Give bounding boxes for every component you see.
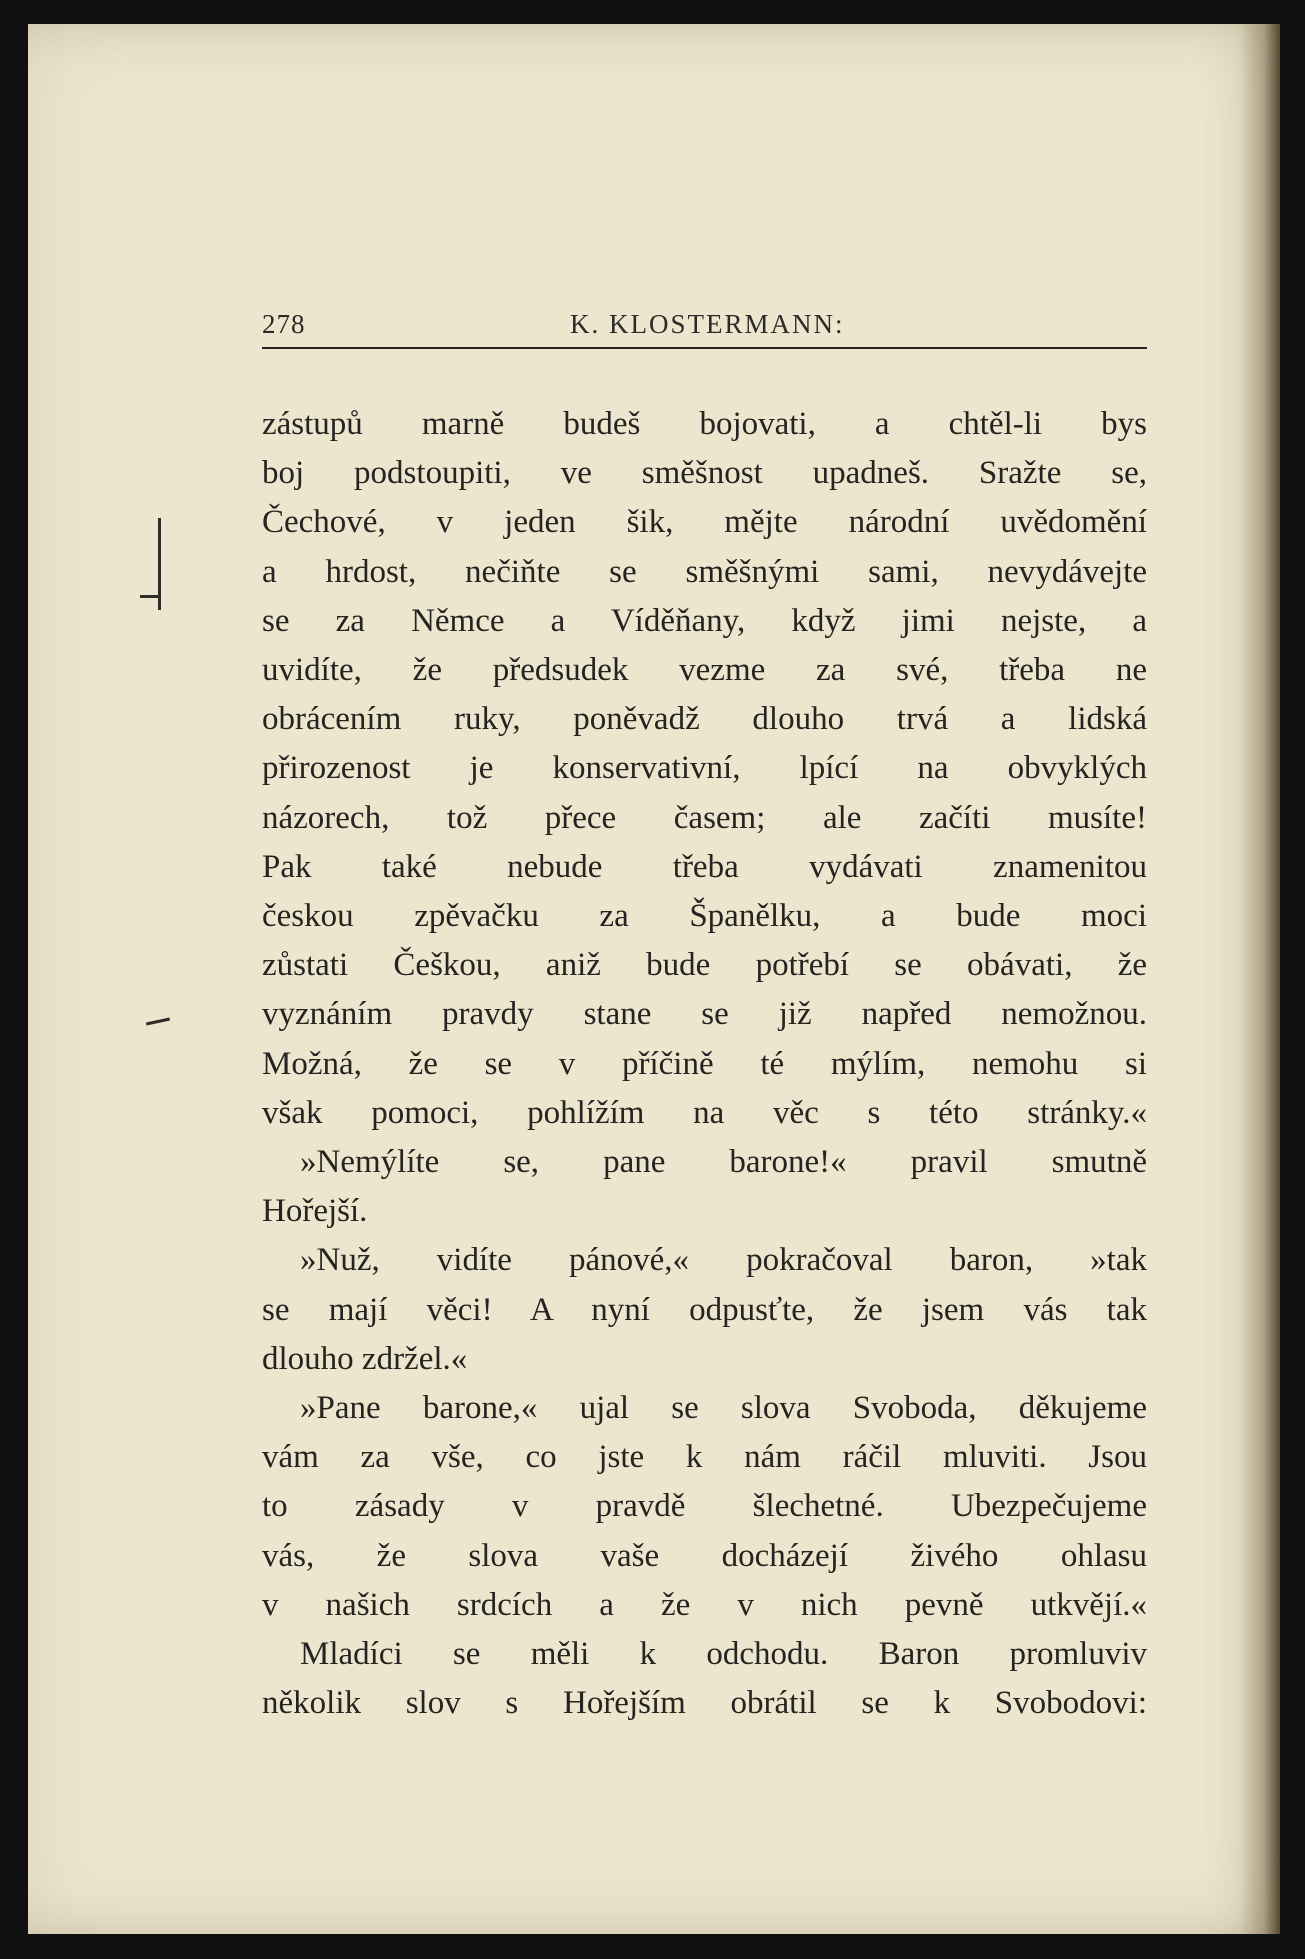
text-line: se mají věci! A nyní odpusťte, že jsem vás tak (262, 1291, 1147, 1328)
page-number: 278 (262, 309, 306, 339)
text-line: Možná, že se v příčině té mýlím, nemohu si (262, 1045, 1147, 1082)
text-line: obrácením ruky, poněvadž dlouho trvá a lidská (262, 701, 1147, 738)
text-line: názorech, tož přece časem; ale začíti musíte! (262, 799, 1147, 836)
text-line: se za Němce a Víděňany, když jimi nejste, a (262, 602, 1147, 639)
text-line: Pak také nebude třeba vydávati znamenitou (262, 848, 1147, 885)
text-line: přirozenost je konservativní, lpící na obvyklých (262, 750, 1147, 787)
text-line: vás, že slova vaše docházejí živého ohlasu (262, 1537, 1147, 1574)
running-header (262, 305, 1147, 349)
text-line: zástupů marně budeš bojovati, a chtěl-li bys (262, 406, 1147, 442)
text-line: Mladíci se měli k odchodu. Baron promluviv (300, 1636, 1147, 1673)
text-line: Hořejší. (262, 1193, 368, 1230)
margin-pencil-hook (140, 595, 160, 598)
text-line: dlouho zdržel.« (262, 1340, 468, 1377)
text-line: několik slov s Hořejším obrátil se k Svobodovi: (262, 1685, 1147, 1722)
text-line: českou zpěvačku za Španělku, a bude moci (262, 898, 1147, 935)
paragraph-1 (262, 400, 1147, 1138)
text-line: »Nuž, vidíte pánové,« pokračoval baron, »tak (300, 1242, 1147, 1279)
page-edge-shadow (1240, 24, 1280, 1934)
paragraph-3 (262, 1236, 1147, 1384)
paragraph-5 (262, 1630, 1147, 1728)
text-line: vyznáním pravdy stane se již napřed nemožnou. (262, 996, 1147, 1033)
text-line: v našich srdcích a že v nich pevně utkvějí.« (262, 1586, 1147, 1623)
text-line: boj podstoupiti, ve směšnost upadneš. Sražte se, (262, 455, 1147, 492)
text-line: uvidíte, že předsudek vezme za své, třeba ne (262, 652, 1147, 689)
paragraph-2 (262, 1138, 1147, 1236)
body-text (262, 400, 1147, 1728)
running-title: K. KLOSTERMANN: (570, 309, 845, 339)
text-line: zůstati Češkou, aniž bude potřebí se obávati, že (262, 947, 1147, 984)
text-line: vám za vše, co jste k nám ráčil mluviti. Jsou (262, 1439, 1147, 1476)
text-line: »Pane barone,« ujal se slova Svoboda, děkujeme (300, 1390, 1147, 1427)
text-line: »Nemýlíte se, pane barone!« pravil smutně (300, 1144, 1147, 1181)
paragraph-4 (262, 1384, 1147, 1630)
text-line: Čechové, v jeden šik, mějte národní uvědomění (262, 504, 1147, 541)
text-line: však pomoci, pohlížím na věc s této stránky.« (262, 1094, 1147, 1131)
text-line: a hrdost, nečiňte se směšnými sami, nevydávejte (262, 553, 1147, 590)
text-line: to zásady v pravdě šlechetné. Ubezpečujeme (262, 1488, 1147, 1525)
